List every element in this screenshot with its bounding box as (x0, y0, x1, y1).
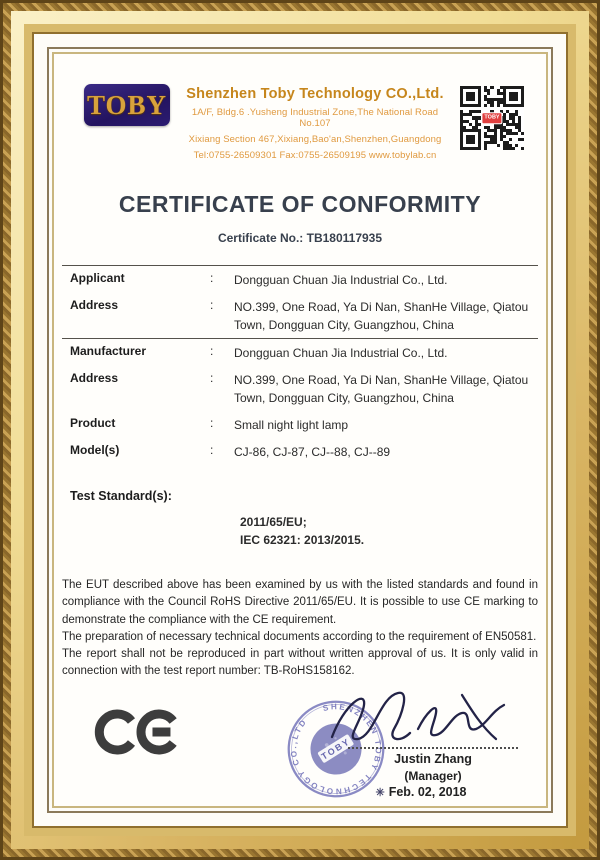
signature-date-row (324, 785, 518, 799)
company-name: Shenzhen Toby Technology CO.,Ltd. (186, 86, 444, 102)
qr-center-badge: TOBY (481, 112, 502, 124)
statement-paragraph: The preparation of necessary technical documents according to the requirement of EN50581. (62, 630, 537, 643)
field-colon: : (210, 271, 214, 285)
field-label: Product (70, 416, 116, 430)
table-row (62, 338, 538, 366)
certificate-title: CERTIFICATE OF CONFORMITY (118, 191, 482, 217)
field-colon: : (210, 416, 214, 430)
company-address-line1: 1A/F, Bldg.6 .Yusheng Industrial Zone,The National Road No.107 (191, 107, 439, 129)
field-value: CJ-86, CJ-87, CJ--88, CJ--89 (234, 445, 391, 459)
frame-rope-band (3, 3, 597, 857)
test-standard-value: IEC 62321: 2013/2015. (240, 533, 365, 547)
test-standard-label: Test Standard(s): (70, 489, 172, 503)
toby-logo (84, 84, 170, 126)
toby-logo-text: TOBY (86, 89, 168, 120)
field-label: Applicant (70, 271, 125, 285)
statement-paragraph: The report shall not be reproduced in part without written approval of us. It is only valid in connection with the test report number: TB-RoHS158162. (62, 648, 538, 678)
star-icon: ✳ (375, 786, 385, 799)
fields-table (62, 265, 538, 465)
signature-date: Feb. 02, 2018 (388, 784, 467, 799)
table-row (62, 366, 538, 411)
field-label: Address (70, 371, 119, 385)
frame-mat (32, 32, 568, 828)
field-colon: : (210, 298, 214, 312)
header (62, 84, 538, 161)
certificate-content (52, 52, 548, 808)
compliance-statement (62, 577, 538, 681)
field-value: NO.399, One Road, Ya Di Nan, ShanHe Village, Qiatou Town, Dongguan City, Guangzhou, China (234, 373, 529, 405)
company-contact-line: Tel:0755-26509301 Fax:0755-26509195 www.tobylab.cn (193, 150, 437, 161)
certificate-number: Certificate No.: TB180117935 (217, 231, 383, 245)
field-value: Dongguan Chuan Jia Industrial Co., Ltd. (234, 273, 448, 287)
qr-code (460, 86, 524, 150)
footer (62, 691, 538, 809)
signer-title: (Manager) (404, 768, 462, 783)
test-standard-values (240, 513, 538, 549)
test-standard-value: 2011/65/EU; (240, 515, 307, 529)
field-value: Small night light lamp (234, 418, 349, 432)
field-value: Dongguan Chuan Jia Industrial Co., Ltd. (234, 346, 448, 360)
stamp-ring-text: SHENZHEN TOBY TECHNOLOGY CO.,LTD (289, 701, 383, 796)
header-center (170, 84, 460, 161)
signature-line (348, 747, 518, 749)
frame-gold-bevel (11, 11, 589, 849)
signer-name: Justin Zhang (394, 751, 472, 766)
field-colon: : (210, 443, 214, 457)
signature-ink (312, 683, 522, 751)
field-label: Model(s) (70, 443, 120, 457)
stamp-center-text: TOBY (319, 735, 353, 762)
table-row (62, 293, 538, 338)
field-colon: : (210, 371, 214, 385)
statement-paragraph: The EUT described above has been examined by us with the listed standards and found in compliance with the Council RoHS Directive 2011/65/EU. It is possible to use CE marking to demonstrate the compliance with the CE requirement. (62, 579, 538, 626)
field-label: Address (70, 298, 119, 312)
frame-inner-band (24, 24, 576, 836)
table-row (62, 411, 538, 438)
inner-border-outer-line (47, 47, 553, 813)
company-address-line2: Xixiang Section 467,Xixiang,Bao'an,Shenzhen,Guangdong (188, 134, 442, 145)
field-label: Manufacturer (70, 344, 147, 358)
table-row (62, 265, 538, 293)
ce-mark-icon (92, 705, 186, 759)
field-colon: : (210, 344, 214, 358)
field-value: NO.399, One Road, Ya Di Nan, ShanHe Village, Qiatou Town, Dongguan City, Guangzhou, China (234, 300, 529, 332)
table-row (62, 438, 538, 465)
